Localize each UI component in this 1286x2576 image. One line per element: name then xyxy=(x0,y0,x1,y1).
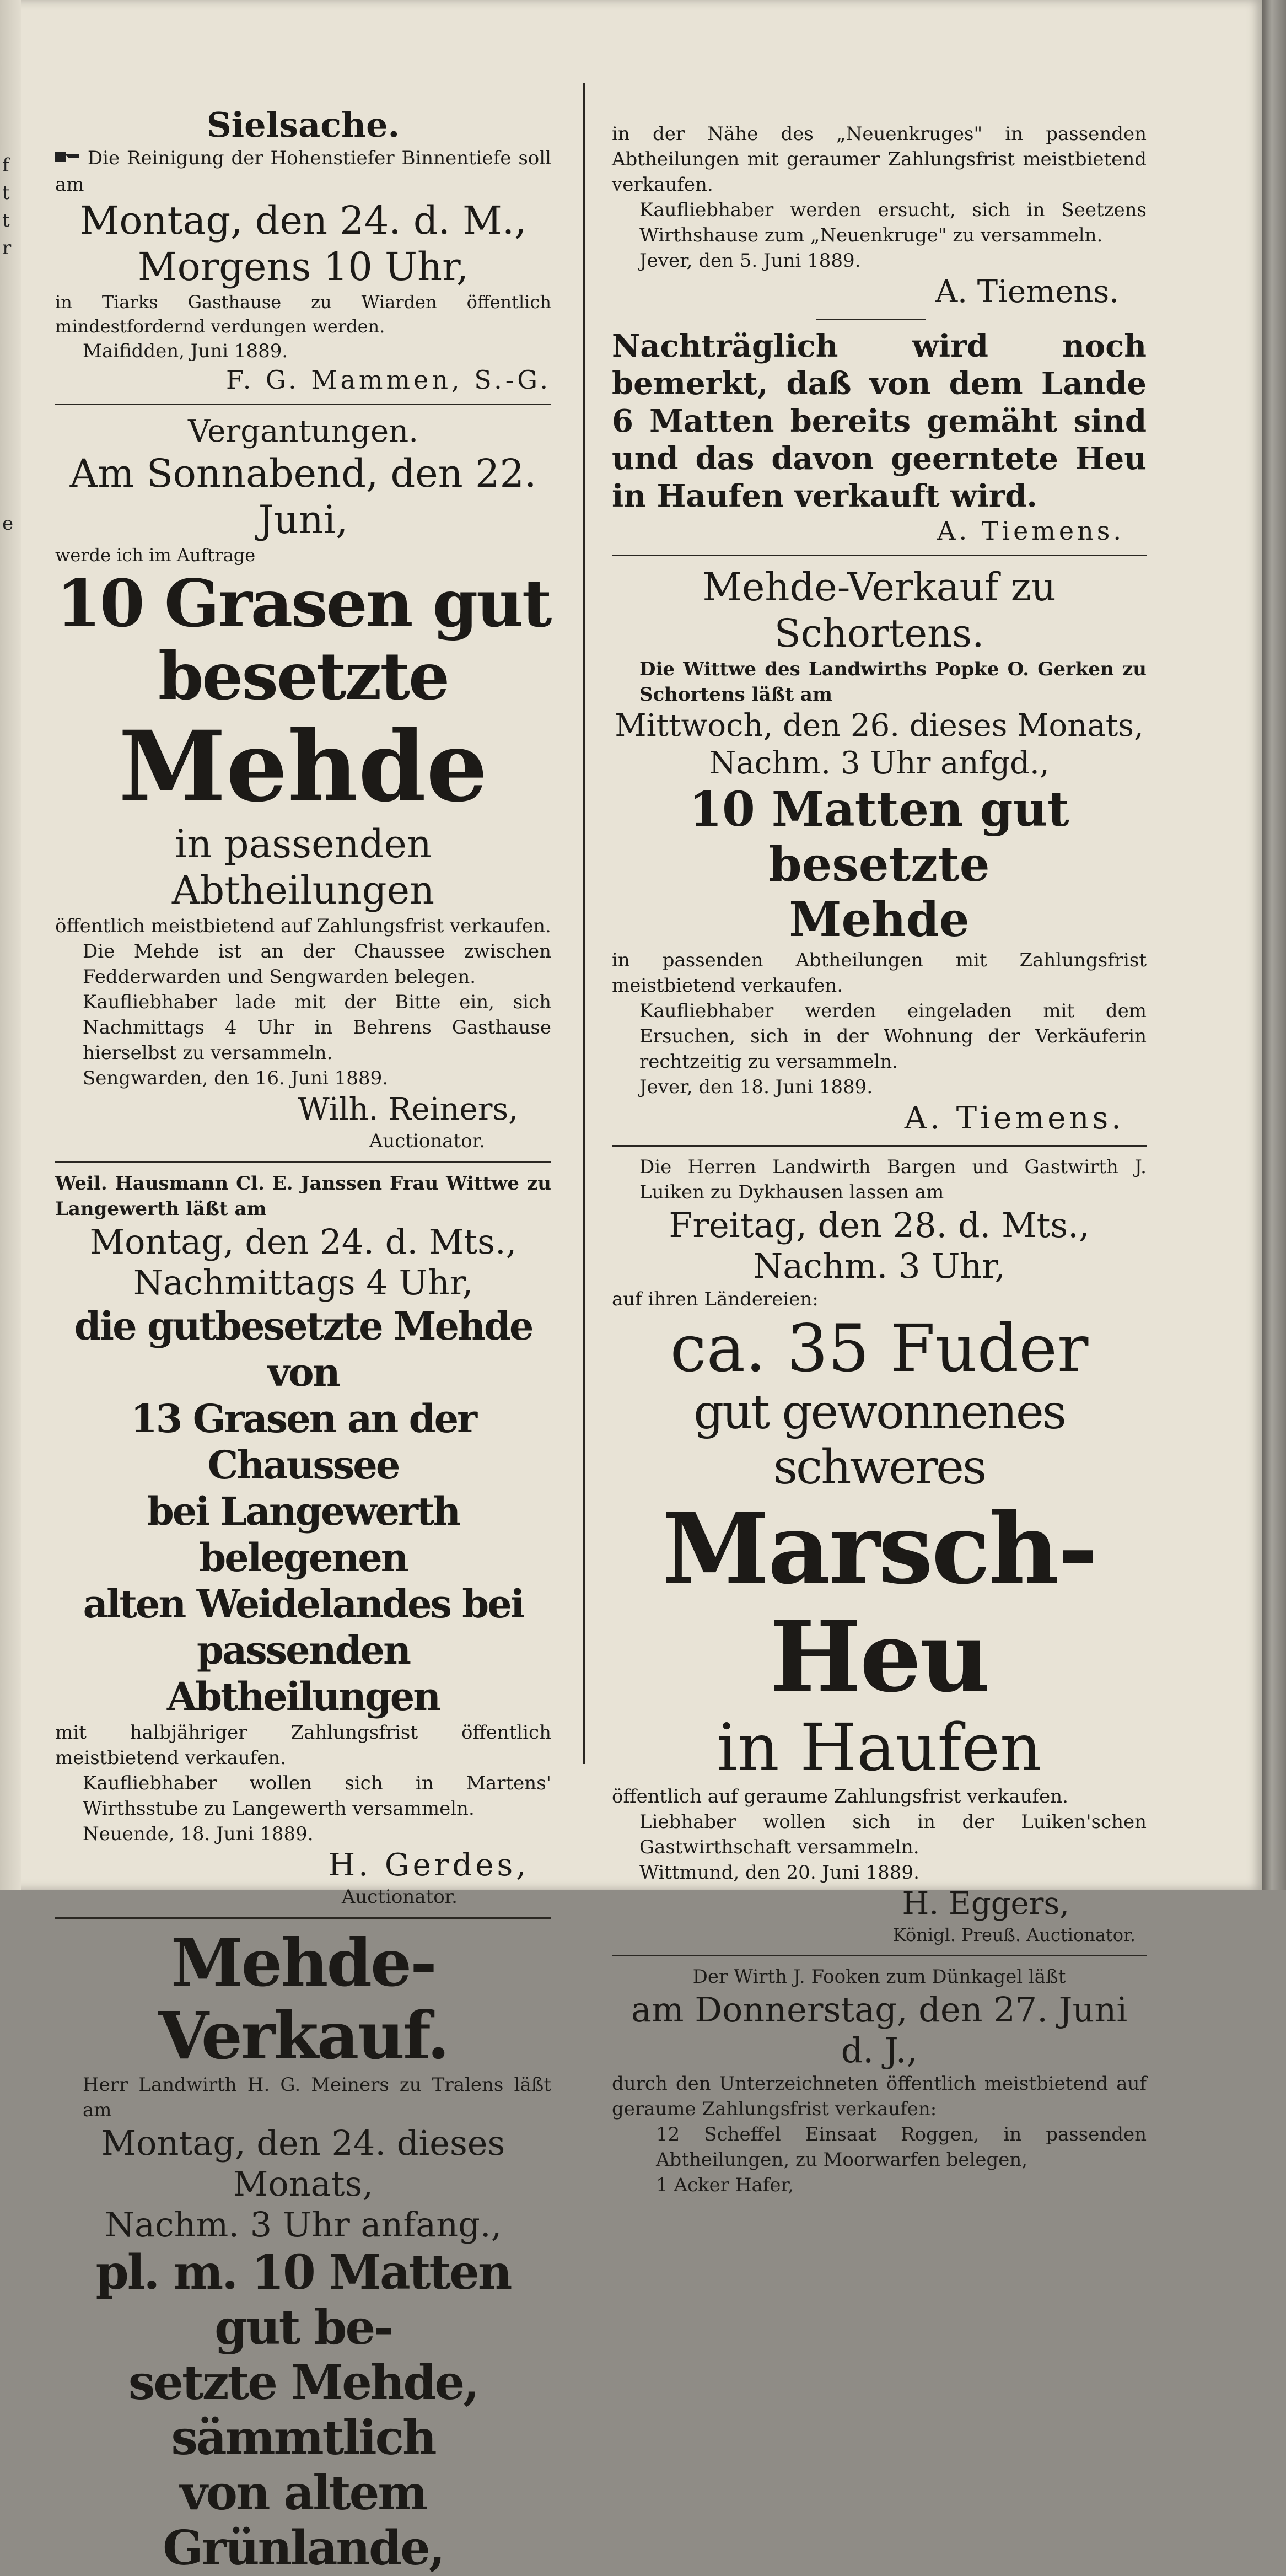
notice-subheadline: in passenden Abtheilungen xyxy=(171,821,435,913)
notice-headline-large: Marsch-Heu xyxy=(662,1492,1096,1714)
short-divider xyxy=(816,319,926,320)
notice-bold-line: die gutbesetzte Mehde von xyxy=(74,1303,532,1395)
langewerth-notice xyxy=(55,1171,551,1910)
left-gutter xyxy=(0,0,21,1890)
section-divider xyxy=(612,555,1147,556)
notice-signer: A. Tiemens. xyxy=(937,516,1124,546)
notice-big-line: pl. m. 10 Matten gut be- xyxy=(95,2245,511,2355)
page-edge xyxy=(1262,0,1286,1890)
notice-signer: A. Tiemens. xyxy=(904,1100,1124,1136)
notice-time: Nachmittags 4 Uhr, xyxy=(133,1262,473,1303)
notice-intro: Der Wirth J. Fooken zum Dünkagel läßt xyxy=(692,1966,1066,1988)
notice-text: in der Nähe des „Neuenkruges" in passenden Abtheilungen mit geraumer Zahlungsfrist meistbietend verkaufen. xyxy=(612,123,1147,196)
dykhausen-notice xyxy=(612,1154,1147,1947)
notice-intro: Weil. Hausmann Cl. E. Janssen Frau Wittwe zu Langewerth läßt am xyxy=(55,1173,551,1220)
notice-role: Auctionator. xyxy=(341,1886,458,1908)
gutter-char: t xyxy=(2,209,10,232)
notice-date: Montag, den 24. d. Mts., xyxy=(89,1222,517,1262)
notice-headline: 10 Grasen gut besetzte xyxy=(56,565,551,714)
gutter-char: f xyxy=(2,154,9,176)
notice-signer: H. Eggers, xyxy=(902,1886,1069,1922)
notice-big-line: von altem Grünlande, xyxy=(163,2465,444,2576)
notice-signer: A. Tiemens. xyxy=(935,274,1119,310)
notice-intro: Die Wittwe des Landwirths Popke O. Gerken zu Schortens läßt am xyxy=(639,658,1147,706)
notice-text: Liebhaber wollen sich in der Luiken'schen Gastwirthschaft versammeln. xyxy=(639,1811,1147,1858)
gutter-char: r xyxy=(2,237,12,259)
notice-headline: 10 Matten gut besetzte xyxy=(689,782,1069,892)
neuenkrug-notice xyxy=(612,121,1147,547)
notice-text: Kaufliebhaber wollen sich in Martens' Wirthsstube zu Langewerth versammeln. xyxy=(83,1772,551,1820)
notice-text: mit halbjähriger Zahlungsfrist öffentlich meistbietend verkaufen. xyxy=(55,1722,551,1769)
section-title: Vergantungen. xyxy=(187,413,418,449)
left-column xyxy=(55,83,551,2576)
notice-signer: F. G. Mammen, S.-G. xyxy=(226,365,551,395)
notice-place-date: Jever, den 5. Juni 1889. xyxy=(639,250,861,272)
notice-time: Nachm. 3 Uhr anfgd., xyxy=(709,745,1050,781)
notice-place-date: Sengwarden, den 16. Juni 1889. xyxy=(83,1067,389,1089)
notice-time: Nachm. 3 Uhr anfang., xyxy=(104,2204,502,2245)
notice-text: in passenden Abtheilungen mit Zahlungsfrist meistbietend verkaufen. xyxy=(612,949,1147,997)
notice-role: Auctionator. xyxy=(369,1130,485,1152)
notice-bold-line: alten Weidelandes bei xyxy=(83,1581,524,1627)
notice-text: Kaufliebhaber werden ersucht, sich in Seetzens Wirthshause zum „Neuenkruge" zu versammeln. xyxy=(639,199,1147,246)
notice-date: Am Sonnabend, den 22. Juni, xyxy=(69,451,537,542)
notice-text: öffentlich auf geraume Zahlungsfrist verkaufen. xyxy=(612,1786,1068,1808)
vergantungen-notice xyxy=(55,413,551,1154)
duenkagel-notice xyxy=(612,1964,1147,2198)
section-divider xyxy=(612,1955,1147,1956)
right-column xyxy=(612,83,1147,2198)
gutter-char: e xyxy=(2,513,14,535)
column-divider xyxy=(583,83,585,1764)
notice-text: durch den Unterzeichneten öffentlich meistbietend auf geraume Zahlungsfrist verkaufen: xyxy=(612,2073,1147,2120)
notice-headline: Mehde-Verkauf. xyxy=(158,1924,448,2074)
notice-headline: ca. 35 Fuder xyxy=(670,1310,1089,1386)
section-divider xyxy=(55,1161,551,1163)
notice-headline: Mehde-Verkauf zu Schortens. xyxy=(702,564,1056,656)
notice-item: 12 Scheffel Einsaat Roggen, in passenden Abtheilungen, zu Moorwarfen belegen, xyxy=(656,2123,1147,2171)
notice-intro: werde ich im Auftrage xyxy=(55,545,256,566)
notice-text: in Tiarks Gasthause zu Wiarden öffentlich mindestfordernd verdungen werden. xyxy=(55,292,551,337)
notice-signer: Wilh. Reiners, xyxy=(298,1091,518,1127)
notice-date: Mittwoch, den 26. dieses Monats, xyxy=(615,708,1144,744)
section-divider xyxy=(55,1917,551,1919)
notice-headline-large: Mehde xyxy=(119,709,488,824)
notice-time: Nachm. 3 Uhr, xyxy=(753,1246,1005,1286)
section-divider xyxy=(612,1145,1147,1147)
notice-bold-line: bei Langewerth belegenen xyxy=(147,1488,460,1580)
notice-intro: Herr Landwirth H. G. Meiners zu Tralens läßt am xyxy=(83,2074,551,2121)
sielsache-notice xyxy=(55,105,551,396)
notice-text: Kaufliebhaber werden eingeladen mit dem Ersuchen, sich in der Wohnung der Verkäuferin rechtzeitig zu versammeln. xyxy=(639,1000,1147,1073)
notice-place-date: Maifidden, Juni 1889. xyxy=(83,340,288,362)
notice-place-date: Neuende, 18. Juni 1889. xyxy=(83,1823,314,1845)
notice-bold-line: 13 Grasen an der Chaussee xyxy=(131,1396,476,1488)
notice-date: Montag, den 24. d. M., xyxy=(79,198,527,243)
notice-text: öffentlich meistbietend auf Zahlungsfrist verkaufen. xyxy=(55,915,551,937)
notice-time: Morgens 10 Uhr, xyxy=(137,244,469,289)
notice-text: Die Mehde ist an der Chaussee zwischen Fedderwarden und Sengwarden belegen. xyxy=(83,940,551,988)
notice-date: am Donnerstag, den 27. Juni d. J., xyxy=(631,1989,1128,2071)
section-divider xyxy=(55,404,551,405)
notice-bold-line: passenden Abtheilungen xyxy=(166,1627,440,1719)
schortens-notice xyxy=(612,564,1147,1137)
notice-place-date: Jever, den 18. Juni 1889. xyxy=(639,1076,873,1098)
notice-intro: Die Herren Landwirth Bargen und Gastwirth J. Luiken zu Dykhausen lassen am xyxy=(639,1156,1147,1203)
notice-role: Königl. Preuß. Auctionator. xyxy=(892,1924,1136,1945)
notice-item: 1 Acker Hafer, xyxy=(656,2174,794,2196)
notice-text-body: Die Reinigung der Hohenstiefer Binnentiefe soll am xyxy=(55,147,551,196)
pointing-hand-icon xyxy=(55,147,80,172)
notice-text: Kaufliebhaber lade mit der Bitte ein, sich Nachmittags 4 Uhr in Behrens Gasthause hierselbst zu versammeln. xyxy=(83,991,551,1064)
notice-date: Montag, den 24. dieses Monats, xyxy=(101,2123,505,2204)
notice-headline: in Haufen xyxy=(717,1709,1042,1786)
gutter-char: t xyxy=(2,182,10,204)
tralens-notice xyxy=(55,1924,551,2576)
notice-headline: gut gewonnenes schweres xyxy=(693,1385,1065,1495)
notice-text xyxy=(55,146,551,197)
notice-signer: H. Gerdes, xyxy=(328,1847,529,1883)
notice-headline: Mehde xyxy=(789,892,970,948)
notice-place-date: Wittmund, den 20. Juni 1889. xyxy=(639,1862,919,1884)
notice-date: Freitag, den 28. d. Mts., xyxy=(669,1205,1090,1245)
notice-text: auf ihren Ländereien: xyxy=(612,1288,819,1310)
notice-big-line: setzte Mehde, sämmtlich xyxy=(128,2355,478,2466)
notice-title: Sielsache. xyxy=(206,105,400,145)
notice-addendum: Nachträglich wird noch bemerkt, daß von dem Lande 6 Matten bereits gemäht sind und das davon geerntete Heu in Haufen verkauft wird. xyxy=(612,328,1147,514)
